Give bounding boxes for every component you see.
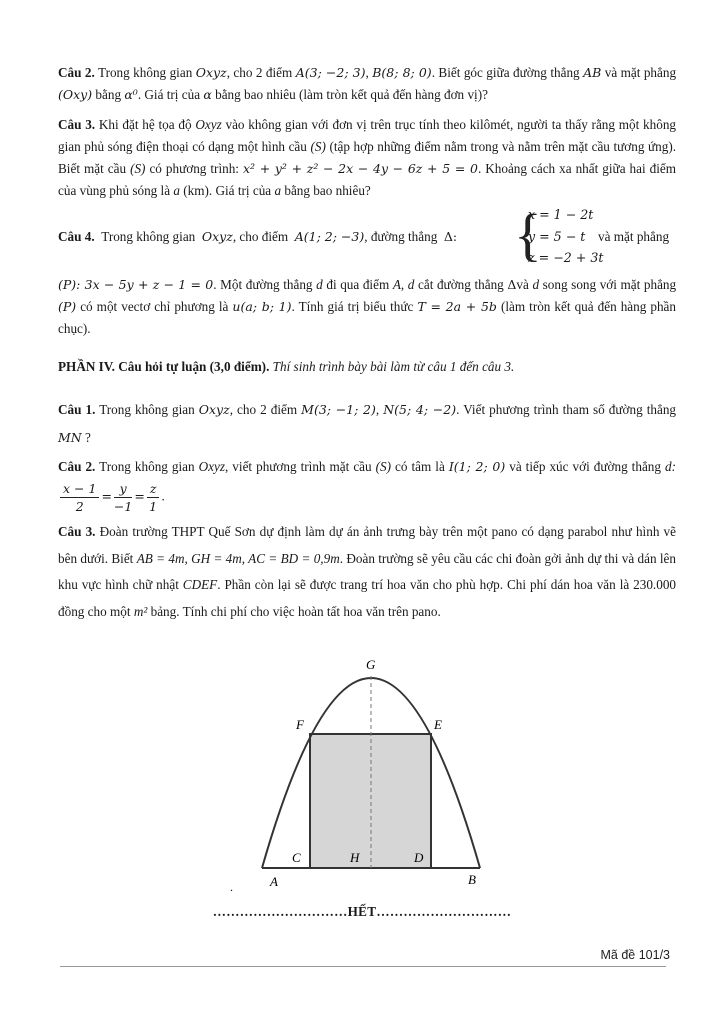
text: (làm tròn kết quả đến hàng phần chục).: [58, 299, 677, 336]
question-label: Câu 2.: [58, 459, 96, 474]
expression-t: T = 2a + 5b: [417, 299, 497, 314]
fraction-numerator: z: [147, 480, 160, 498]
math-s: (S): [130, 161, 146, 176]
text: Trong không gian: [97, 65, 193, 80]
math-d: d:: [665, 459, 676, 474]
point-a: A(1; 2; −3): [294, 229, 365, 244]
math-a: a: [274, 183, 282, 198]
text: ,: [375, 402, 380, 417]
text: có tâm là: [395, 459, 445, 474]
footer-divider: [60, 966, 666, 967]
text: . Viết phương trình tham số đường thẳng: [456, 402, 677, 417]
text: Trong không gian: [99, 402, 195, 417]
label-h: H: [350, 850, 360, 865]
text: và mặt phẳng: [604, 65, 677, 80]
point-b: B(8; 8; 0): [372, 65, 432, 80]
exam-code: Mã đề 101/3: [600, 948, 670, 962]
equation-y: y = 5 − t: [528, 228, 586, 244]
math-d: d: [532, 277, 540, 292]
label-e: E: [434, 717, 442, 732]
fraction-denominator: 1: [149, 499, 158, 514]
math-angle: α⁰: [124, 87, 138, 102]
text: , đường thẳng: [364, 229, 438, 244]
text: ,: [400, 277, 405, 292]
part-title: PHẦN IV. Câu hỏi tự luận (3,0 điểm).: [58, 359, 270, 374]
text: . Tính giá trị biểu thức: [291, 299, 414, 314]
text: . Đoàn trường sẽ yêu cầu các chi đoàn gởi ảnh dự thi và dán lên khu vực hình chữ nhật: [58, 550, 677, 592]
label-a: A: [270, 874, 278, 889]
math-delta: Δ:: [443, 229, 458, 244]
text: đi qua điểm: [326, 277, 390, 292]
text: Khi đặt hệ tọa độ: [98, 117, 192, 132]
label-b: B: [468, 872, 476, 887]
math-oxyz: Oxyz: [195, 65, 227, 80]
text: bảng. Tính chi phí cho việc hoàn tất hoa văn trên pano.: [150, 603, 441, 619]
question-label: Câu 4.: [58, 229, 95, 244]
equation-z: z = −2 + 3t: [528, 250, 604, 265]
label-f: F: [296, 717, 304, 732]
text: Trong không gian: [101, 229, 196, 244]
label-g: G: [366, 657, 376, 672]
text: cắt đường thẳng: [418, 277, 504, 292]
math-oxyz: Oxyz: [195, 117, 222, 132]
math-cdef: CDEF: [182, 577, 218, 592]
text: bằng: [95, 87, 122, 102]
measurements: AB = 4m, GH = 4m, AC = BD = 0,9m: [136, 550, 340, 566]
sphere-equation: x² + y² + z² − 2x − 4y − 6z + 5 = 0: [242, 161, 478, 176]
plane-equation: (P): 3x − 5y + z − 1 = 0: [58, 277, 214, 292]
label-d: D: [414, 850, 424, 865]
math-p: (P): [58, 299, 77, 314]
math-ab: AB: [583, 65, 602, 80]
question-label: Câu 3.: [58, 524, 96, 539]
point-i: I(1; 2; 0): [448, 459, 506, 474]
equals-sign: =: [101, 488, 112, 504]
text: (tập hợp những điểm nằm trong và nằm trên mặt cầu tương ứng). Biết mặt cầu: [58, 139, 677, 176]
direction-vector: u(a; b; 1): [232, 299, 292, 314]
math-mn: MN: [58, 430, 82, 445]
fraction-denominator: −1: [113, 499, 133, 514]
text: . Phần còn lại sẽ được trang trí hoa văn cho phù hợp. Chi phí dán hoa văn là 230.000 đồng cho một: [58, 577, 677, 619]
math-d: d: [407, 277, 415, 292]
text: (km). Giá trị của: [183, 183, 272, 198]
text: và: [516, 277, 529, 292]
text: , viết phương trình mặt cầu: [225, 459, 372, 474]
text: ,: [365, 65, 369, 80]
text: ?: [85, 430, 91, 445]
math-alpha: α: [203, 87, 212, 102]
text: , cho điểm: [232, 229, 289, 244]
text: . Khoảng cách xa nhất giữa hai điểm của vùng phủ sóng là: [58, 161, 677, 198]
fraction-numerator: x − 1: [60, 480, 99, 498]
text: , cho 2 điểm: [226, 65, 293, 80]
end-marker: …………………………HẾT…………………………: [212, 904, 512, 919]
fraction-numerator: y: [114, 480, 132, 498]
text: có một vectơ chỉ phương là: [80, 299, 229, 314]
math-s: (S): [375, 459, 392, 474]
text: , cho 2 điểm: [229, 402, 298, 417]
label-c: C: [292, 850, 301, 865]
text: Đoàn trường THPT Quế Sơn dự định làm dự án ảnh trưng bày trên một pano có dạng parabol như hình vẽ bên dưới. Biết: [58, 524, 676, 566]
text: song song với mặt phẳng: [542, 277, 677, 292]
text: . Giá trị của: [137, 87, 201, 102]
math-d: d: [316, 277, 323, 292]
text: bằng bao nhiêu (làm tròn kết quả đến hàng đơn vị)?: [215, 87, 488, 102]
text: . Một đường thẳng: [213, 277, 313, 292]
question-label: Câu 2.: [58, 65, 95, 80]
system-brace: {: [514, 202, 542, 267]
math-oxyz: Oxyz: [198, 459, 225, 474]
math-a: a: [173, 183, 180, 198]
text: và tiếp xúc với đường thẳng: [509, 459, 661, 474]
part-instruction: Thí sinh trình bày bài làm từ câu 1 đến câu 3.: [272, 359, 515, 374]
math-s: (S): [310, 139, 326, 154]
text: và mặt phẳng: [598, 229, 670, 244]
point-m: M(3; −1; 2): [301, 402, 376, 417]
text: có phương trình:: [149, 161, 239, 176]
equals-sign: =: [134, 488, 145, 504]
question-label: Câu 3.: [58, 117, 96, 132]
math-a: A: [392, 277, 401, 292]
text: vào không gian với đơn vị trên trục tính theo kilômét, người ta thấy rằng một không gian phủ sóng điện thoại có dạng một hình cầu: [58, 117, 677, 154]
text: .: [161, 488, 165, 504]
stray-dot: .: [230, 880, 233, 894]
text: bằng bao nhiêu?: [284, 183, 371, 198]
unit: m²: [133, 603, 148, 619]
text: Trong không gian: [99, 459, 195, 474]
question-label: Câu 1.: [58, 402, 96, 417]
point-a: A(3; −2; 3): [295, 65, 366, 80]
text: . Biết góc giữa đường thẳng: [431, 65, 580, 80]
math-oxyz: Oxyz: [198, 402, 230, 417]
math-delta: Δ: [507, 277, 517, 292]
math-oxyz: Oxyz: [201, 229, 233, 244]
equation-x: x = 1 − 2t: [528, 207, 594, 222]
fraction-denominator: 2: [75, 499, 84, 514]
math-plane: (Oxy): [58, 87, 93, 102]
point-n: N(5; 4; −2): [383, 402, 457, 417]
